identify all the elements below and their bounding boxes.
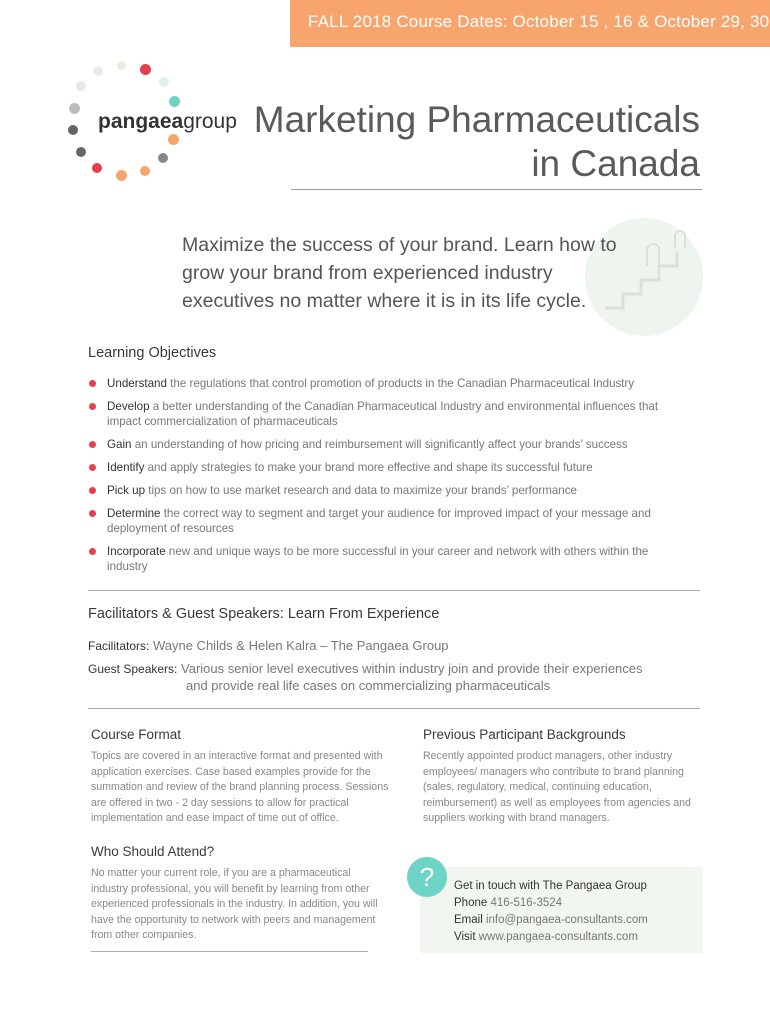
contact-intro: Get in touch with The Pangaea Group	[454, 880, 647, 892]
logo-dot	[68, 125, 78, 135]
course-dates-banner	[290, 0, 770, 47]
visit-label: Visit	[454, 931, 476, 943]
guest-speakers-line	[88, 661, 643, 676]
logo-dot	[140, 166, 150, 176]
tagline: Maximize the success of your brand. Learn how to grow your brand from experienced industry executives no matter where it is in its life cycle.	[182, 234, 617, 312]
logo-dot	[116, 170, 127, 181]
objective-text: a better understanding of the Canadian Pharmaceutical Industry and environmental influences that impact commercialization of pharmaceuticals	[107, 400, 659, 428]
logo-dot	[93, 66, 103, 76]
logo-dot	[76, 147, 86, 157]
section-divider	[88, 708, 700, 709]
facilitators-label: Facilitators:	[88, 639, 150, 653]
learning-objectives-heading: Learning Objectives	[88, 345, 217, 361]
logo-wordmark-rest: group	[183, 110, 237, 133]
list-item	[88, 544, 688, 574]
facilitators-heading: Facilitators & Guest Speakers: Learn From Experience	[88, 606, 440, 622]
objective-keyword: Incorporate	[107, 545, 166, 558]
phone-label: Phone	[454, 897, 488, 909]
previous-participants-heading: Previous Participant Backgrounds	[423, 727, 626, 742]
objective-text: the regulations that control promotion of products in the Canadian Pharmaceutical Industry	[166, 377, 635, 390]
list-item	[88, 376, 688, 391]
section-divider	[88, 590, 700, 591]
bullet-dot	[89, 548, 96, 555]
bullet-dot	[89, 380, 96, 387]
logo-dot	[159, 77, 169, 87]
objective-keyword: Pick up	[107, 484, 146, 497]
course-format-heading: Course Format	[91, 727, 182, 742]
logo-dot	[158, 153, 168, 163]
list-item	[88, 506, 688, 536]
logo-dot	[76, 81, 86, 91]
objective-text: new and unique ways to be more successful in your career and network with others within the industry	[107, 545, 649, 573]
list-item	[88, 399, 688, 429]
guest-speakers-value-continued: and provide real life cases on commercializing pharmaceuticals	[186, 678, 551, 693]
course-format-text: Topics are covered in an interactive format and presented with application exercises. Case based examples provide for the summation and review of the brand planning process. Sessions are offered in two - 2 day sessions to allow for practical implementation and ease impact of time out of office.	[91, 750, 389, 824]
contact-email	[454, 914, 648, 926]
logo-wordmark	[98, 110, 237, 134]
title-line-1: Marketing Pharmaceuticals	[253, 99, 700, 140]
page-title	[254, 98, 700, 186]
bullet-dot	[89, 487, 96, 494]
logo-dot	[92, 163, 102, 173]
bullet-dot	[89, 403, 96, 410]
contact-phone	[454, 897, 562, 909]
objective-text: and apply strategies to make your brand more effective and shape its successful future	[144, 461, 593, 474]
objective-keyword: Identify	[107, 461, 145, 474]
logo-wordmark-bold: pangaea	[98, 110, 184, 133]
website-link[interactable]: www.pangaea-consultants.com	[475, 931, 638, 943]
objective-text: tips on how to use market research and data to maximize your brands’ performance	[145, 484, 578, 497]
list-item	[88, 460, 688, 475]
list-item	[88, 437, 688, 452]
pangaea-group-logo	[60, 58, 250, 188]
objective-text: the correct way to segment and target your audience for improved impact of your message and deployment of resources	[107, 507, 651, 535]
question-icon: ?	[407, 857, 447, 897]
who-should-attend-heading: Who Should Attend?	[91, 844, 215, 859]
objective-text: an understanding of how pricing and reimbursement will significantly affect your brands’ success	[131, 438, 628, 451]
objective-keyword: Develop	[107, 400, 150, 413]
objective-keyword: Gain	[107, 438, 132, 451]
title-line-2: in Canada	[531, 143, 700, 184]
logo-dot	[168, 134, 179, 145]
section-divider	[91, 951, 368, 952]
bullet-dot	[89, 510, 96, 517]
bullet-dot	[89, 441, 96, 448]
logo-dot	[117, 61, 126, 70]
guest-speakers-label: Guest Speakers:	[88, 662, 178, 676]
objective-keyword: Understand	[107, 377, 167, 390]
list-item	[88, 483, 688, 498]
title-divider	[291, 189, 702, 190]
contact-website	[454, 931, 638, 943]
who-should-attend-text: No matter your current role, if you are a pharmaceutical industry professional, you will benefit by learning from other experienced professionals in the industry. In addition, you will have the opportunity to network with peers and management from other companies.	[91, 867, 378, 941]
facilitators-line	[88, 638, 449, 653]
logo-dot	[140, 64, 151, 75]
phone-value: 416-516-3524	[487, 897, 563, 909]
logo-dot	[69, 103, 80, 114]
course-dates-text: FALL 2018 Course Dates: October 15 , 16 & October 29, 30	[308, 12, 770, 31]
logo-dot	[169, 96, 180, 107]
learning-objectives-list	[88, 376, 688, 582]
email-link[interactable]: info@pangaea-consultants.com	[482, 914, 648, 926]
guest-speakers-value: Various senior level executives within industry join and provide their experiences	[177, 661, 643, 676]
facilitators-value: Wayne Childs & Helen Kalra – The Pangaea Group	[149, 638, 449, 653]
previous-participants-text: Recently appointed product managers, other industry employees/ managers who contribute to brand planning (sales, regulatory, medical, continuing education, reimbursement) as well as employees from agencies and suppliers working with brand managers.	[423, 750, 691, 824]
bullet-dot	[89, 464, 96, 471]
email-label: Email	[454, 914, 483, 926]
objective-keyword: Determine	[107, 507, 161, 520]
